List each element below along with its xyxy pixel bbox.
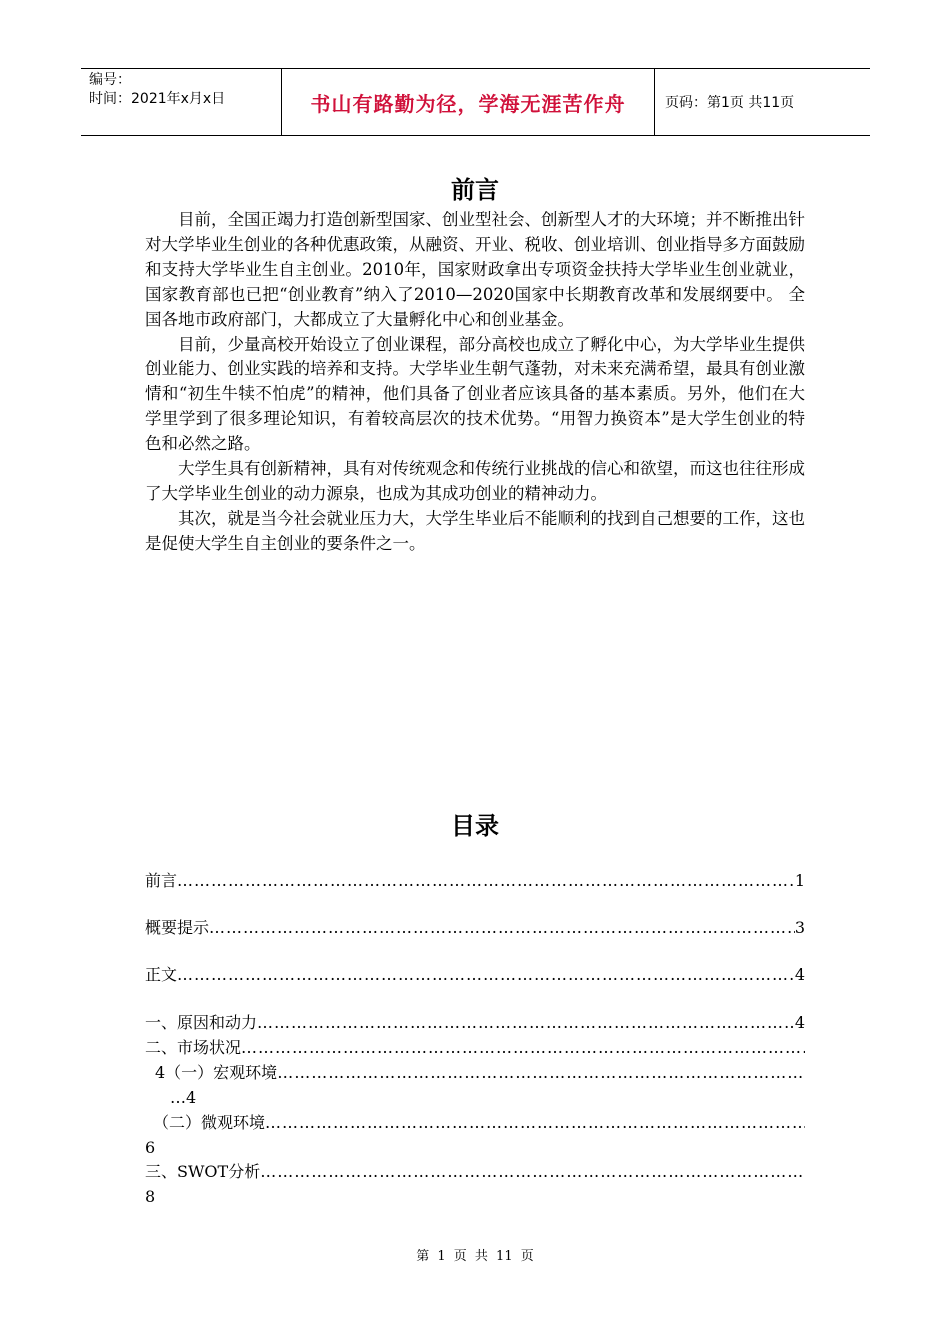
toc-entry-swot-page: 8 [145,1187,156,1206]
toc-entry-label: 4（一）宏观环境 [155,1063,278,1082]
page-footer: 第 1 页 共 11 页 [416,1249,534,1264]
toc-entry-macro-page: …4 [170,1088,197,1107]
header-motto: 书山有路勤为径，学海无涯苦作舟 [282,69,655,135]
toc-entry-micro[interactable] [153,1111,805,1136]
toc-entry-label: （二）微观环境 [153,1113,266,1132]
toc-entry-label: 正文 [145,965,178,984]
toc-entry-page: 4 [794,1013,805,1032]
toc-entry-label: 概要提示 [145,918,210,937]
toc-entry-swot[interactable] [145,1160,805,1185]
toc-entry-macro[interactable] [155,1061,805,1086]
document-number-label: 编号： [89,72,131,88]
preface-body [145,208,805,557]
toc-entry-summary[interactable] [145,916,805,941]
preface-paragraph: 其次，就是当今社会就业压力大，大学生毕业后不能顺利的找到自己想要的工作，这也是促使大学生自主创业的要条件之一。 [145,508,805,553]
preface-paragraph: 目前，少量高校开始设立了创业课程，部分高校也成立了孵化中心，为大学毕业生提供创业能力、创业实践的培养和支持。大学毕业生朝气蓬勃，对未来充满希望，最具有创业激情和“初生牛犊不怕虎”的精神，他们具备了创业者应该具备的基本素质。另外，他们在大学里学到了很多理论知识，有着较高层次的技术优势。“用智力换资本”是大学生创业的特色和必然之路。 [145,334,805,454]
toc-entry-market[interactable] [145,1036,805,1061]
toc-entry-page: 3 [794,918,805,937]
toc-leader-dots [177,963,795,988]
header-page-info: 页码：第1页 共11页 [665,95,795,111]
toc-entry-main-text[interactable] [145,963,805,988]
header-meta-cell [81,69,282,135]
toc-entry-micro-page: 6 [145,1138,156,1157]
toc-leader-dots [277,1061,805,1086]
toc-entry-page: 1 [794,871,805,890]
preface-paragraph: 目前，全国正竭力打造创新型国家、创业型社会、创新型人才的大环境；并不断推出针对大学毕业生创业的各种优惠政策，从融资、开业、税收、创业培训、创业指导多方面鼓励和支持大学毕业生自主创业。2010年，国家财政拿出专项资金扶持大学毕业生创业就业，国家教育部也已把“创业教育”纳入了2010—2020国家中长期教育改革和发展纲要中。 全国各地市政府部门，大都成立了大量孵化中心和创业基金。 [145,210,805,329]
toc-leader-dots [177,869,795,894]
toc-leader-dots [260,1160,805,1185]
document-time-label: 时间：2021年x月x日 [89,91,226,107]
preface-paragraph: 大学生具有创新精神，具有对传统观念和传统行业挑战的信心和欲望，而这也往往形成了大学毕业生创业的动力源泉，也成为其成功创业的精神动力。 [145,459,805,503]
toc-entry-label: 一、原因和动力 [145,1013,258,1032]
toc-entry-preface[interactable] [145,869,805,894]
toc-entry-label: 二、市场状况 [145,1038,242,1057]
toc-title: 目录 [451,812,499,840]
toc-leader-dots [265,1111,805,1136]
preface-title: 前言 [451,176,499,204]
toc-leader-dots [209,916,795,941]
toc-leader-dots [241,1036,805,1061]
toc-entry-causes[interactable] [145,1011,805,1036]
toc-leader-dots [257,1011,795,1036]
document-header [81,68,870,136]
toc-entry-label: 前言 [145,871,178,890]
toc-entry-page: 4 [794,965,805,984]
toc-entry-label: 三、SWOT分析 [145,1162,261,1181]
